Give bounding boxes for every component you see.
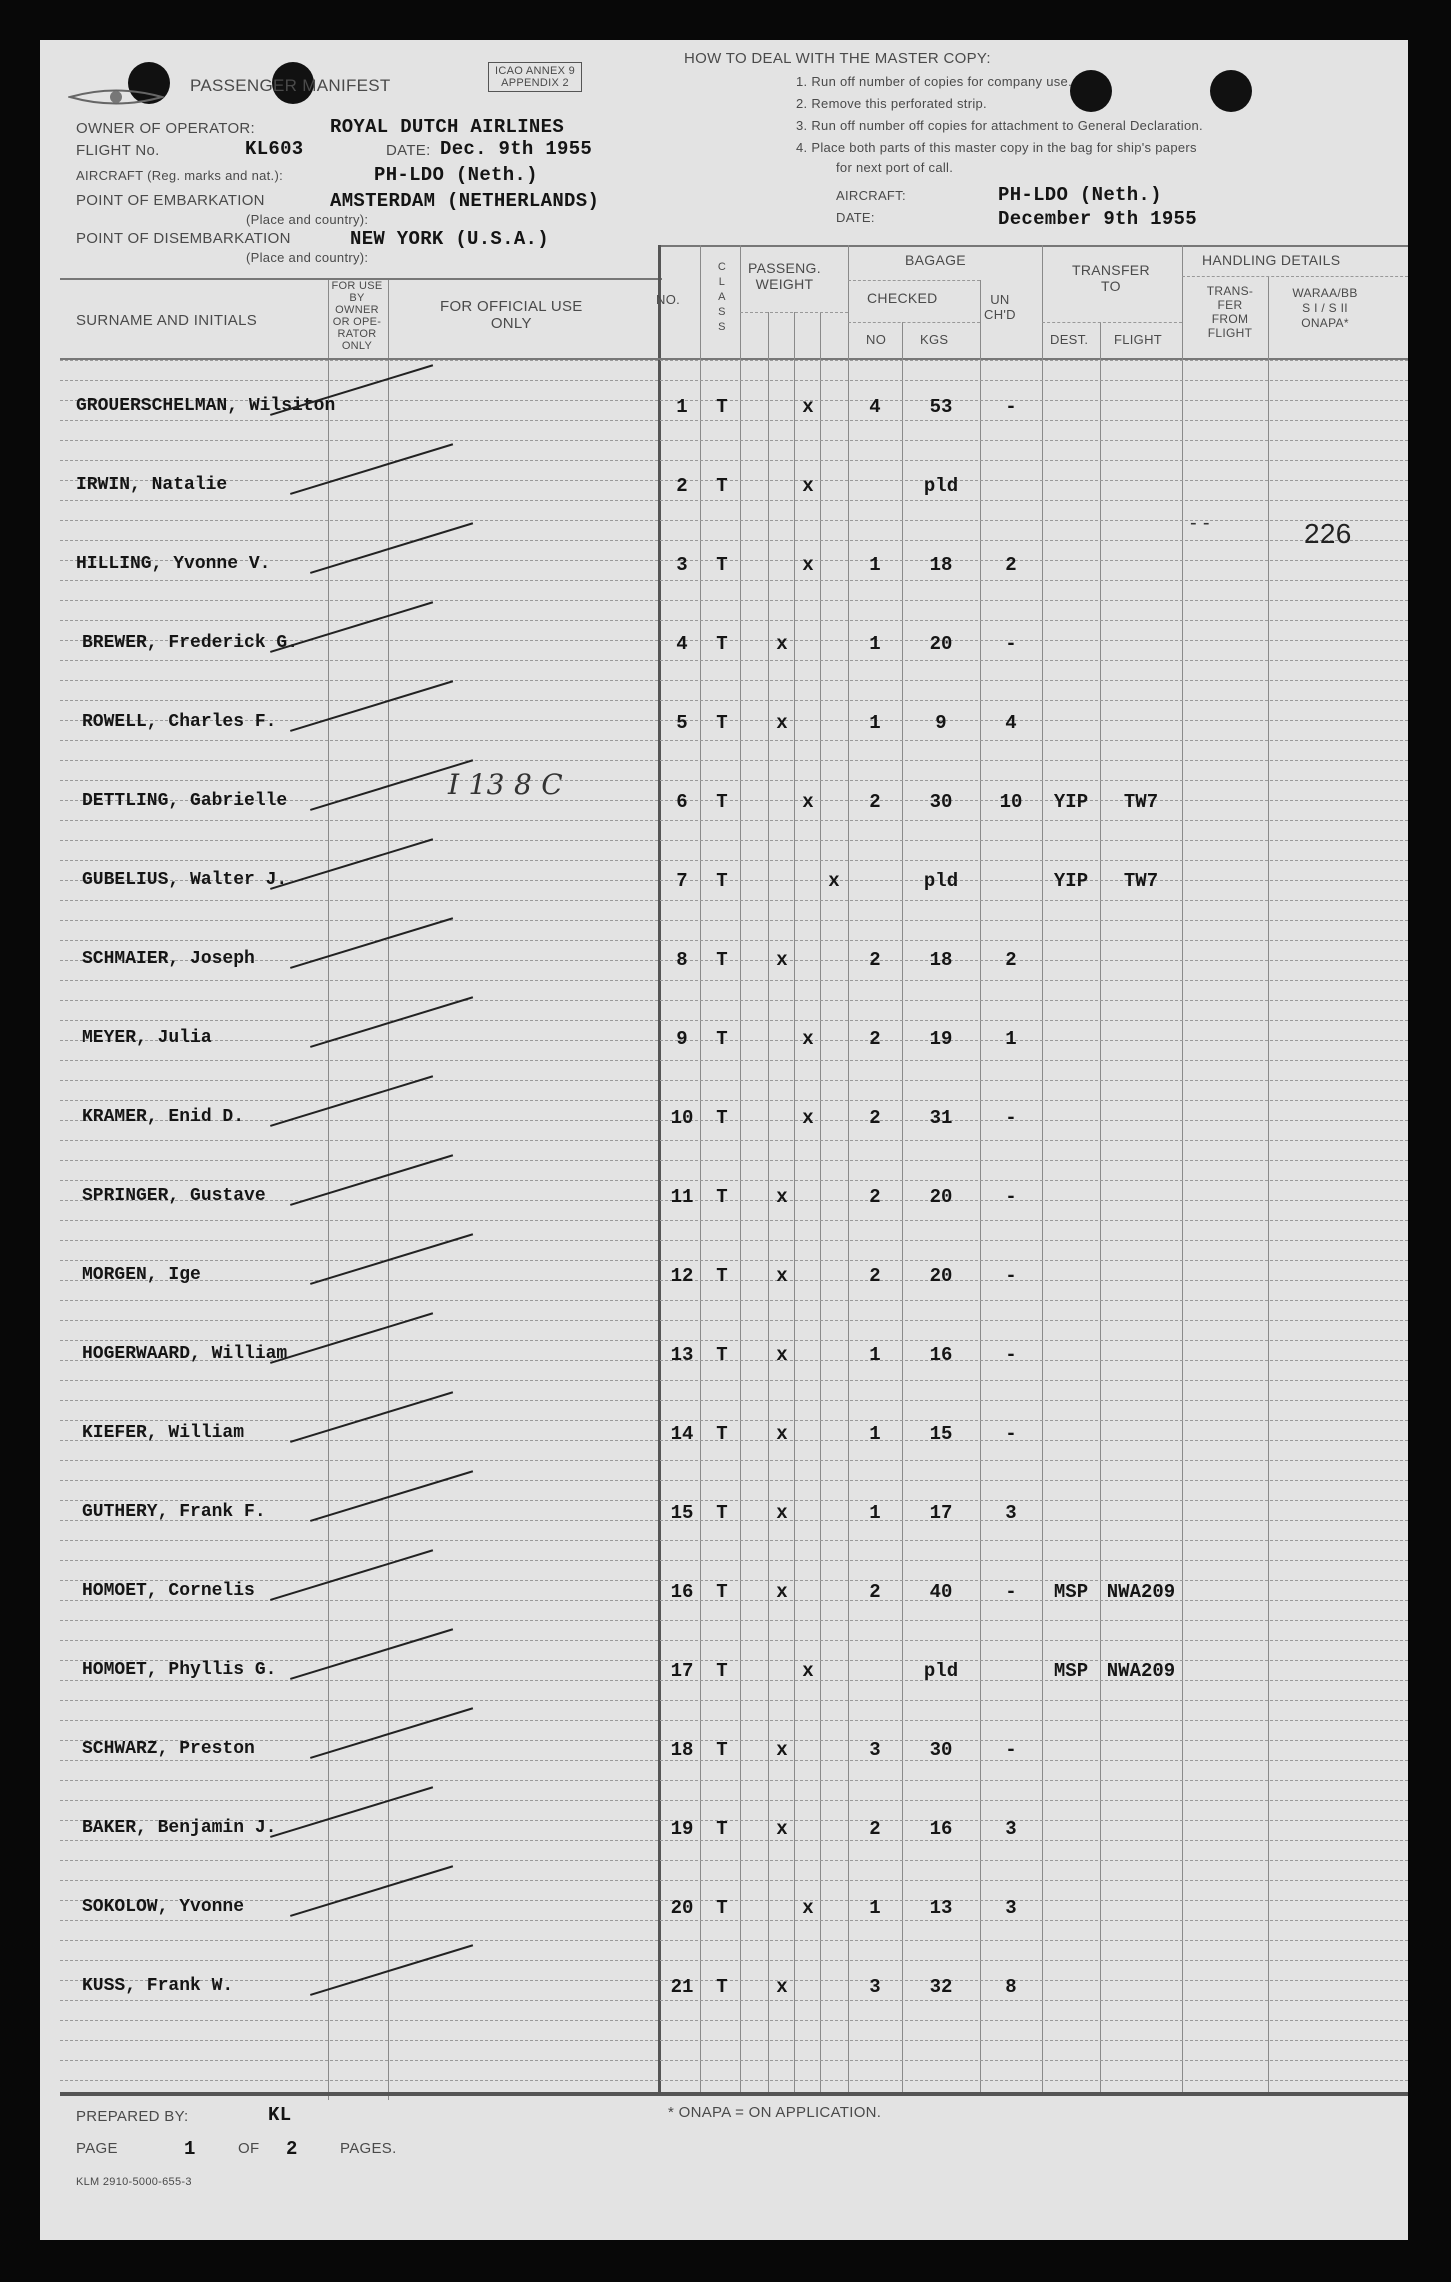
icao-line: ICAO ANNEX 9 [495, 65, 576, 77]
bags-count: 2 [869, 1028, 881, 1050]
unchecked-bags: 3 [1005, 1502, 1017, 1524]
instruction-item: 2. Remove this perforated strip. [796, 96, 987, 111]
unchecked-bags: - [1005, 1265, 1017, 1287]
instr-aircraft-label: AIRCRAFT: [836, 188, 906, 203]
airline-logo-icon [68, 82, 164, 112]
unchecked-bags: 2 [1005, 554, 1017, 576]
disembark-value: NEW YORK (U.S.A.) [350, 228, 549, 250]
icao-line: APPENDIX 2 [501, 77, 569, 89]
bags-kgs: 40 [929, 1581, 953, 1603]
check-mark [290, 443, 453, 495]
passenger-name: MORGEN, Ige [82, 1265, 201, 1285]
weight-mark: x [776, 1502, 788, 1524]
class-cell: T [716, 1423, 728, 1445]
transfer-flight: NWA209 [1106, 1660, 1176, 1682]
bags-kgs: 18 [929, 949, 953, 971]
bags-kgs: 13 [929, 1897, 953, 1919]
prepared-value: KL [268, 2104, 292, 2126]
row-number: 14 [670, 1423, 694, 1445]
punch-hole [1210, 70, 1252, 112]
of-value: 2 [286, 2138, 298, 2160]
check-mark [270, 1786, 433, 1838]
onapa-note: * ONAPA = ON APPLICATION. [668, 2104, 882, 2121]
weight-mark: x [802, 396, 814, 418]
check-mark [270, 1549, 433, 1601]
class-cell: T [716, 1344, 728, 1366]
bags-count: 3 [869, 1976, 881, 1998]
manifest-title: PASSENGER MANIFEST [190, 76, 391, 95]
row-number: 1 [676, 396, 688, 418]
class-cell: T [716, 1186, 728, 1208]
flight-label: FLIGHT No. [76, 142, 160, 159]
class-cell: T [716, 1818, 728, 1840]
weight-mark: x [802, 1897, 814, 1919]
weight-mark: x [802, 1107, 814, 1129]
check-mark [290, 1865, 453, 1917]
row-number: 9 [676, 1028, 688, 1050]
class-cell: T [716, 1739, 728, 1761]
form-code: KLM 2910-5000-655-3 [76, 2176, 192, 2188]
class-cell: T [716, 791, 728, 813]
bags-count: 1 [869, 633, 881, 655]
bags-kgs: 19 [929, 1028, 953, 1050]
bags-count: 3 [869, 1739, 881, 1761]
place-country-label: (Place and country): [246, 212, 369, 227]
unchecked-bags: - [1005, 1344, 1017, 1366]
row-number: 20 [670, 1897, 694, 1919]
bags-kgs: pld [923, 870, 959, 892]
row-number: 12 [670, 1265, 694, 1287]
pages-label: PAGES. [340, 2140, 397, 2157]
col-dest: DEST. [1050, 332, 1089, 347]
weight-mark: x [802, 554, 814, 576]
row-number: 11 [670, 1186, 694, 1208]
class-cell: T [716, 633, 728, 655]
row-number: 6 [676, 791, 688, 813]
passenger-name: DETTLING, Gabrielle [82, 791, 288, 811]
row-number: 21 [670, 1976, 694, 1998]
row-number: 5 [676, 712, 688, 734]
col-transfer-from: TRANS- FER FROM FLIGHT [1206, 284, 1254, 340]
weight-mark: x [776, 712, 788, 734]
unchecked-bags: - [1005, 1581, 1017, 1603]
class-cell: T [716, 554, 728, 576]
weight-mark: x [776, 1186, 788, 1208]
passenger-name: GUTHERY, Frank F. [82, 1502, 266, 1522]
bags-kgs: 30 [929, 1739, 953, 1761]
class-cell: T [716, 1502, 728, 1524]
check-mark [310, 522, 473, 574]
disembark-label: POINT OF DISEMBARKATION [76, 230, 291, 247]
unchecked-bags: - [1005, 1107, 1017, 1129]
place-country-label: (Place and country): [246, 250, 369, 265]
weight-mark: x [802, 1028, 814, 1050]
class-cell: T [716, 949, 728, 971]
col-owner-use: FOR USE BY OWNER OR OPE- RATOR ONLY [331, 280, 383, 352]
col-waraa: WARAA/BB S I / S II ONAPA* [1292, 286, 1358, 330]
bags-count: 2 [869, 1818, 881, 1840]
unchecked-bags: - [1005, 1739, 1017, 1761]
bags-count: 2 [869, 1581, 881, 1603]
transfer-dest: MSP [1053, 1581, 1089, 1603]
check-mark [290, 917, 453, 969]
check-mark [270, 364, 433, 416]
class-cell: T [716, 1107, 728, 1129]
col-class: C L A S S [717, 261, 727, 333]
flight-value: KL603 [245, 138, 304, 160]
passenger-name: GUBELIUS, Walter J. [82, 870, 288, 890]
col-checked: CHECKED [867, 290, 938, 306]
class-cell: T [716, 712, 728, 734]
row-number: 10 [670, 1107, 694, 1129]
prepared-label: PREPARED BY: [76, 2108, 189, 2125]
passenger-name: BREWER, Frederick G. [82, 633, 299, 653]
handling-number: 226 [1304, 518, 1352, 549]
transfer-dest: MSP [1053, 1660, 1089, 1682]
check-mark [310, 1470, 473, 1522]
embark-label: POINT OF EMBARKATION [76, 192, 265, 209]
passenger-name: GROUERSCHELMAN, Wilsiton [76, 396, 336, 416]
transfer-flight: NWA209 [1106, 1581, 1176, 1603]
date-value: Dec. 9th 1955 [440, 138, 593, 160]
check-mark [270, 838, 433, 890]
col-weight: PASSENG. WEIGHT [748, 260, 821, 292]
passenger-name: HILLING, Yvonne V. [76, 554, 271, 574]
unchecked-bags: 1 [1005, 1028, 1017, 1050]
bags-kgs: 17 [929, 1502, 953, 1524]
bags-count: 2 [869, 949, 881, 971]
instruction-item: 4. Place both parts of this master copy in the bag for ship's papers [796, 140, 1197, 155]
bags-kgs: 9 [935, 712, 947, 734]
check-mark [270, 601, 433, 653]
passenger-name: SCHMAIER, Joseph [82, 949, 255, 969]
passenger-name: KUSS, Frank W. [82, 1976, 234, 1996]
weight-mark: x [802, 475, 814, 497]
class-cell: T [716, 1660, 728, 1682]
col-kgs: KGS [920, 332, 949, 347]
row-number: 13 [670, 1344, 694, 1366]
class-cell: T [716, 1265, 728, 1287]
weight-mark: x [776, 1344, 788, 1366]
date-label: DATE: [386, 142, 431, 159]
class-cell: T [716, 475, 728, 497]
bags-count: 2 [869, 791, 881, 813]
unchecked-bags: - [1005, 396, 1017, 418]
row-number: 8 [676, 949, 688, 971]
passenger-name: ROWELL, Charles F. [82, 712, 277, 732]
transfer-flight: TW7 [1123, 791, 1159, 813]
bags-kgs: 20 [929, 633, 953, 655]
unchecked-bags: 2 [1005, 949, 1017, 971]
col-handling: HANDLING DETAILS [1202, 252, 1341, 268]
class-cell: T [716, 1897, 728, 1919]
aircraft-value: PH-LDO (Neth.) [374, 164, 538, 186]
unchecked-bags: - [1005, 633, 1017, 655]
check-mark [290, 1628, 453, 1680]
check-mark [310, 1944, 473, 1996]
aircraft-label: AIRCRAFT (Reg. marks and nat.): [76, 168, 284, 183]
class-cell: T [716, 396, 728, 418]
instructions-title: HOW TO DEAL WITH THE MASTER COPY: [684, 50, 991, 67]
bags-kgs: 18 [929, 554, 953, 576]
col-unchd: UN CH'D [984, 292, 1016, 322]
transfer-dest: YIP [1053, 870, 1089, 892]
bags-kgs: 31 [929, 1107, 953, 1129]
passenger-name: IRWIN, Natalie [76, 475, 228, 495]
page-value: 1 [184, 2138, 196, 2160]
row-number: 18 [670, 1739, 694, 1761]
bags-count: 2 [869, 1186, 881, 1208]
instruction-item: 1. Run off number of copies for company use. [796, 74, 1072, 89]
embark-value: AMSTERDAM (NETHERLANDS) [330, 190, 600, 212]
bags-kgs: pld [923, 475, 959, 497]
row-number: 7 [676, 870, 688, 892]
row-number: 2 [676, 475, 688, 497]
passenger-name: SCHWARZ, Preston [82, 1739, 255, 1759]
weight-mark: x [776, 949, 788, 971]
bags-kgs: 20 [929, 1265, 953, 1287]
bags-kgs: 32 [929, 1976, 953, 1998]
weight-mark: x [776, 1423, 788, 1445]
weight-mark: x [776, 1818, 788, 1840]
passenger-name: HOMOET, Cornelis [82, 1581, 255, 1601]
bags-count: 2 [869, 1107, 881, 1129]
unchecked-bags: 3 [1005, 1818, 1017, 1840]
instr-date-value: December 9th 1955 [998, 208, 1197, 230]
transfer-dest: YIP [1053, 791, 1089, 813]
row-number: 17 [670, 1660, 694, 1682]
bags-kgs: 15 [929, 1423, 953, 1445]
bags-kgs: 30 [929, 791, 953, 813]
class-cell: T [716, 1028, 728, 1050]
class-cell: T [716, 870, 728, 892]
unchecked-bags: 8 [1005, 1976, 1017, 1998]
unchecked-bags: - [1005, 1186, 1017, 1208]
owner-value: ROYAL DUTCH AIRLINES [330, 116, 565, 138]
transfer-flight: TW7 [1123, 870, 1159, 892]
row-number: 19 [670, 1818, 694, 1840]
passenger-name: KRAMER, Enid D. [82, 1107, 245, 1127]
bags-count: 1 [869, 1344, 881, 1366]
instruction-item: for next port of call. [836, 160, 954, 175]
passenger-name: HOGERWAARD, William [82, 1344, 288, 1364]
passenger-name: HOMOET, Phyllis G. [82, 1660, 277, 1680]
owner-label: OWNER OF OPERATOR: [76, 120, 256, 137]
weight-mark: x [776, 1581, 788, 1603]
weight-mark: x [776, 1976, 788, 1998]
bags-count: 1 [869, 1502, 881, 1524]
unchecked-bags: 3 [1005, 1897, 1017, 1919]
col-checked-no: NO [866, 332, 887, 347]
manifest-page [40, 40, 1408, 2240]
col-flight: FLIGHT [1114, 332, 1163, 347]
row-number: 3 [676, 554, 688, 576]
bags-count: 1 [869, 1897, 881, 1919]
check-mark [290, 680, 453, 732]
bags-count: 1 [869, 712, 881, 734]
weight-mark: x [802, 1660, 814, 1682]
weight-mark: x [802, 791, 814, 813]
bags-kgs: 20 [929, 1186, 953, 1208]
page-label: PAGE [76, 2140, 118, 2157]
row-number: 16 [670, 1581, 694, 1603]
col-no: NO. [656, 292, 681, 307]
bags-kgs: 53 [929, 396, 953, 418]
col-official: FOR OFFICIAL USE ONLY [440, 298, 583, 332]
passenger-name: SOKOLOW, Yvonne [82, 1897, 245, 1917]
instr-date-label: DATE: [836, 210, 875, 225]
handling-mark: - - [1190, 512, 1210, 534]
unchecked-bags: - [1005, 1423, 1017, 1445]
col-surname: SURNAME AND INITIALS [76, 312, 258, 329]
icao-box [488, 62, 582, 92]
instruction-item: 3. Run off number off copies for attachment to General Declaration. [796, 118, 1203, 133]
row-number: 4 [676, 633, 688, 655]
passenger-name: BAKER, Benjamin J. [82, 1818, 277, 1838]
bags-count: 4 [869, 396, 881, 418]
of-label: OF [238, 2140, 260, 2157]
bags-kgs: 16 [929, 1344, 953, 1366]
instr-aircraft-value: PH-LDO (Neth.) [998, 184, 1162, 206]
official-note: I 13 8 C [448, 768, 564, 801]
unchecked-bags: 10 [999, 791, 1023, 813]
check-mark [310, 1707, 473, 1759]
bags-count: 1 [869, 554, 881, 576]
passenger-name: MEYER, Julia [82, 1028, 212, 1048]
weight-mark: x [776, 1739, 788, 1761]
col-transfer: TRANSFER TO [1072, 262, 1150, 294]
passenger-name: SPRINGER, Gustave [82, 1186, 266, 1206]
unchecked-bags: 4 [1005, 712, 1017, 734]
weight-mark: x [828, 870, 840, 892]
class-cell: T [716, 1581, 728, 1603]
class-cell: T [716, 1976, 728, 1998]
bags-kgs: pld [923, 1660, 959, 1682]
bags-count: 1 [869, 1423, 881, 1445]
punch-hole [1070, 70, 1112, 112]
col-bagage: BAGAGE [905, 252, 966, 268]
weight-mark: x [776, 1265, 788, 1287]
bags-count: 2 [869, 1265, 881, 1287]
bags-kgs: 16 [929, 1818, 953, 1840]
row-number: 15 [670, 1502, 694, 1524]
weight-mark: x [776, 633, 788, 655]
passenger-name: KIEFER, William [82, 1423, 245, 1443]
